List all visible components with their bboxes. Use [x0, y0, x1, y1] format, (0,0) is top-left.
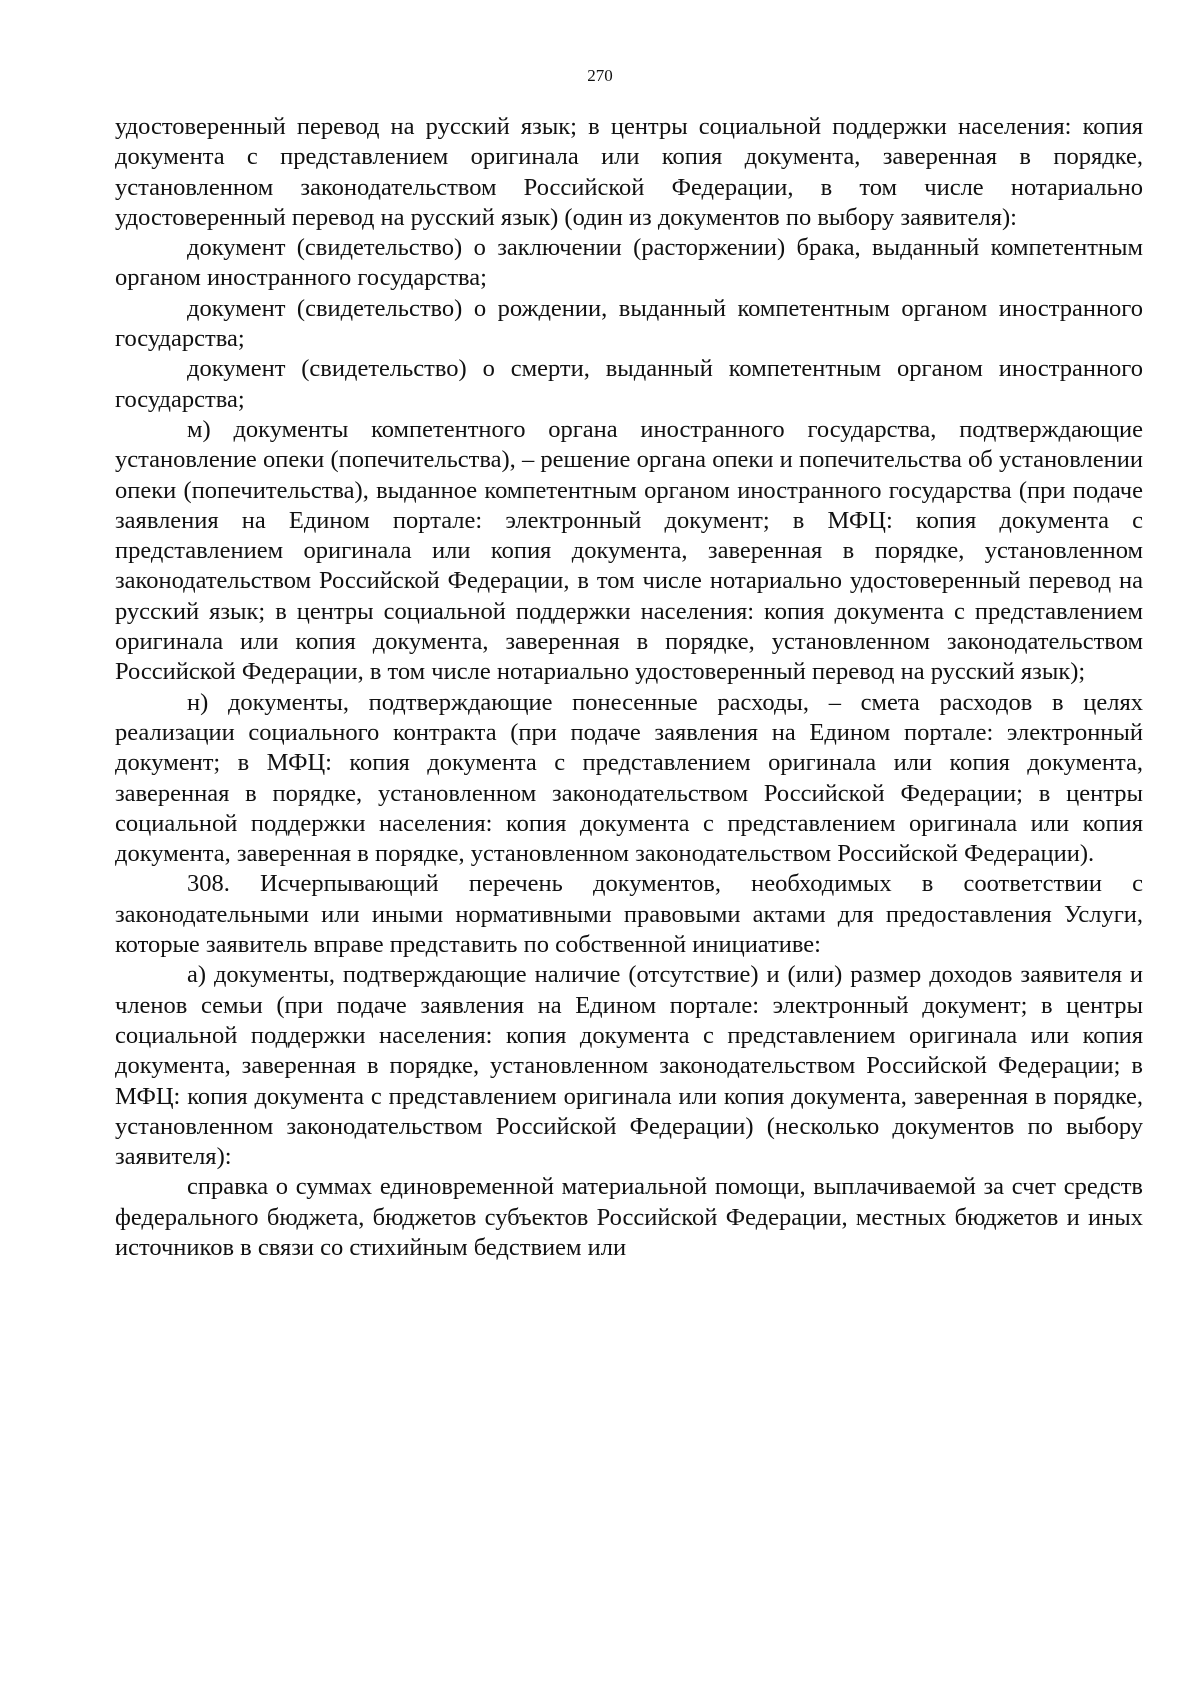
page-number: 270: [587, 66, 613, 85]
paragraph-308-document-list: 308. Исчерпывающий перечень документов, необходимых в соответствии с законодательными или иными нормативными правовыми актами для предоставления Услуги, которые заявитель вправе представить по собственной инициативе:: [115, 870, 1143, 959]
paragraph-translation-continuation: удостоверенный перевод на русский язык; в центры социальной поддержки населения: копия документа с представлением оригинала или копия документа, заверенная в порядке, установленном законодательством Российской Федерации, в том числе нотариально удостоверенный перевод на русский язык) (один из документов по выбору заявителя):: [115, 113, 1143, 231]
paragraph-marriage-certificate: документ (свидетельство) о заключении (расторжении) брака, выданный компетентным органом иностранного государства;: [115, 234, 1143, 292]
paragraph-birth-certificate: документ (свидетельство) о рождении, выданный компетентным органом иностранного государства;: [115, 294, 1143, 353]
paragraph-material-assistance-certificate: справка о суммах единовременной материальной помощи, выплачиваемой за счет средств федерального бюджета, бюджетов субъектов Российской Федерации, местных бюджетов и иных источников в связи со стихийным бедствием или: [115, 1173, 1143, 1261]
document-body: [115, 112, 1143, 1263]
paragraph-item-n-expenses: н) документы, подтверждающие понесенные расходы, – смета расходов в целях реализации социального контракта (при подаче заявления на Едином портале: электронный документ; в МФЦ: копия документа с представлением оригинала или копия документа, заверенная в порядке, установленном законодательством Российской Федерации; в центры социальной поддержки населения: копия документа с представлением оригинала или копия документа, заверенная в порядке, установленном законодательством Российской Федерации).: [115, 688, 1143, 868]
paragraph-death-certificate: документ (свидетельство) о смерти, выданный компетентным органом иностранного государства;: [115, 355, 1143, 413]
paragraph-item-a-income: а) документы, подтверждающие наличие (отсутствие) и (или) размер доходов заявителя и членов семьи (при подаче заявления на Едином портале: электронный документ; в центры социальной поддержки населения: копия документа с представлением оригинала или копия документа, заверенная в порядке, установленном законодательством Российской Федерации; в МФЦ: копия документа с представлением оригинала или копия документа, заверенная в порядке, установленном законодательством Российской Федерации) (несколько документов по выбору заявителя):: [115, 961, 1143, 1171]
paragraph-item-m-guardianship: м) документы компетентного органа иностранного государства, подтверждающие установление опеки (попечительства), – решение органа опеки и попечительства об установлении опеки (попечительства), выданное компетентным органом иностранного государства (при подаче заявления на Едином портале: электронный документ; в МФЦ: копия документа с представлением оригинала или копия документа, заверенная в порядке, установленном законодательством Российской Федерации, в том числе нотариально удостоверенный перевод на русский язык; в центры социальной поддержки населения: копия документа с представлением оригинала или копия документа, заверенная в порядке, установленном законодательством Российской Федерации, в том числе нотариально удостоверенный перевод на русский язык);: [115, 415, 1143, 686]
